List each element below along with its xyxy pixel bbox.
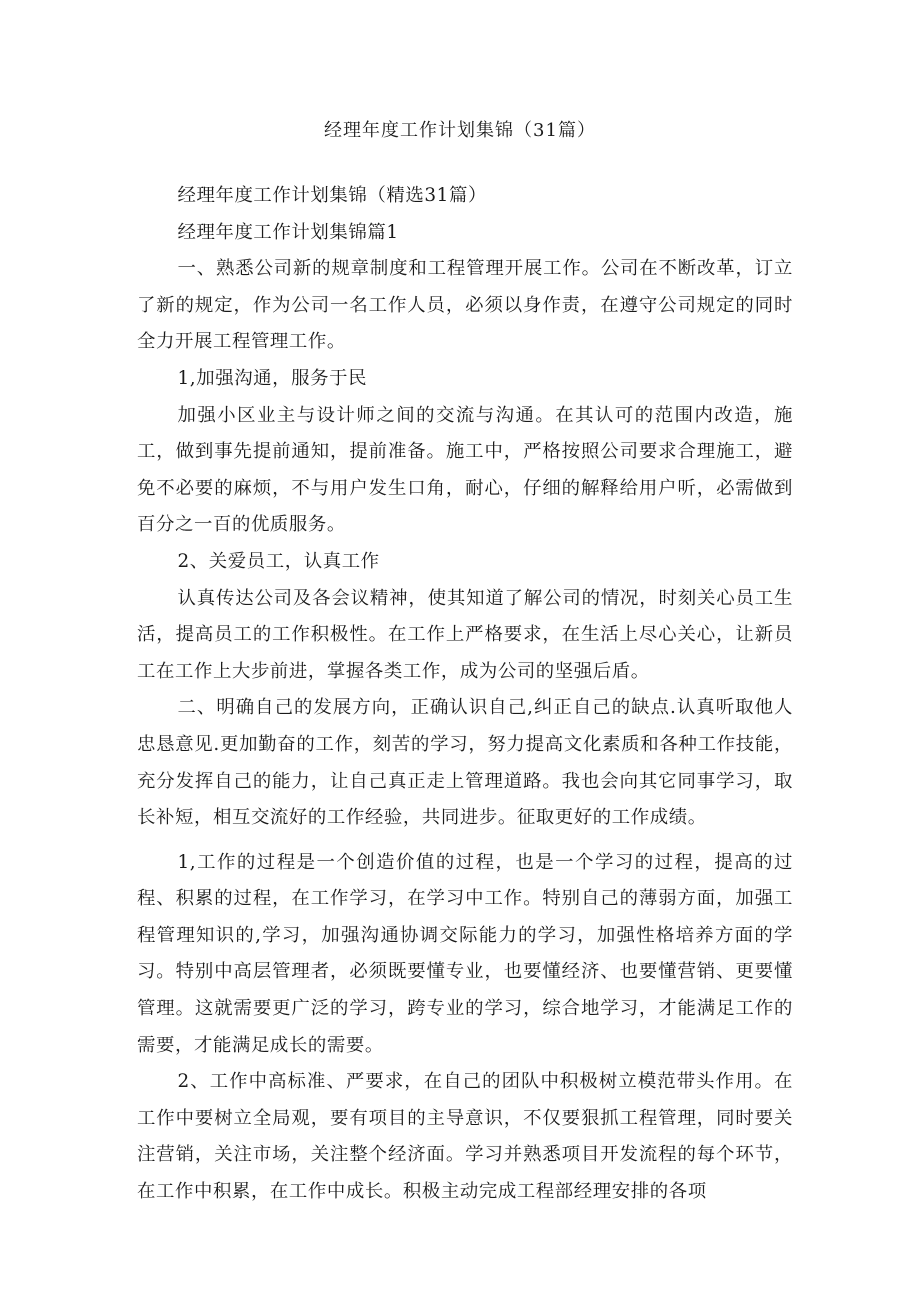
body-paragraph: 1,工作的过程是一个创造价值的过程，也是一个学习的过程，提高的过程、积累的过程，在工作学习，在学习中工作。特别自己的薄弱方面，加强工程管理知识的,学习，加强沟通协调交际能力的学习，加强性格培养方面的学习。特别中高层管理者，必须既要懂专业，也要懂经济、也要懂营销、更要懂管理。这就需要更广泛的学习，跨专业的学习，综合地学习，才能满足工作的需要，才能满足成长的需要。 bbox=[137, 851, 793, 1056]
document-title: 经理年度工作计划集锦（31篇） bbox=[324, 120, 596, 141]
subtitle-paragraph: 经理年度工作计划集锦（精选31篇） bbox=[177, 185, 487, 206]
subsection-heading: 2、关爱员工，认真工作 bbox=[177, 550, 380, 572]
document-body bbox=[137, 178, 793, 1211]
section-heading: 经理年度工作计划集锦篇1 bbox=[177, 221, 399, 243]
body-paragraph: 2、工作中高标准、严要求，在自己的团队中积极树立模范带头作用。在工作中要树立全局观，要有项目的主导意识，不仅要狠抓工程管理，同时要关注营销，关注市场，关注整个经济面。学习并熟悉项目开发流程的每个环节，在工作中积累，在工作中成长。积极主动完成工程部经理安排的各项 bbox=[137, 1071, 793, 1203]
body-paragraph: 认真传达公司及各会议精神，使其知道了解公司的情况，时刻关心员工生活，提高员工的工作积极性。在工作上严格要求，在生活上尽心关心，让新员工在工作上大步前进，掌握各类工作，成为公司的坚强后盾。 bbox=[137, 587, 793, 682]
body-paragraph: 加强小区业主与设计师之间的交流与沟通。在其认可的范围内改造，施工，做到事先提前通知，提前准备。施工中，严格按照公司要求合理施工，避免不必要的麻烦，不与用户发生口角，耐心，仔细的解释给用户听，必需做到百分之一百的优质服务。 bbox=[137, 404, 793, 536]
subsection-heading: 1,加强沟通，服务于民 bbox=[177, 367, 368, 389]
body-paragraph: 二、明确自己的发展方向，正确认识自己,纠正自己的缺点.认真听取他人忠恳意见.更加勤奋的工作，刻苦的学习，努力提高文化素质和各种工作技能，充分发挥自己的能力，让自己真正走上管理道路。我也会向其它同事学习，取长补短，相互交流好的工作经验，共同进步。征取更好的工作成绩。 bbox=[137, 697, 793, 829]
body-paragraph: 一、熟悉公司新的规章制度和工程管理开展工作。公司在不断改革，订立了新的规定，作为公司一名工作人员，必须以身作责，在遵守公司规定的同时全力开展工程管理工作。 bbox=[137, 258, 793, 353]
